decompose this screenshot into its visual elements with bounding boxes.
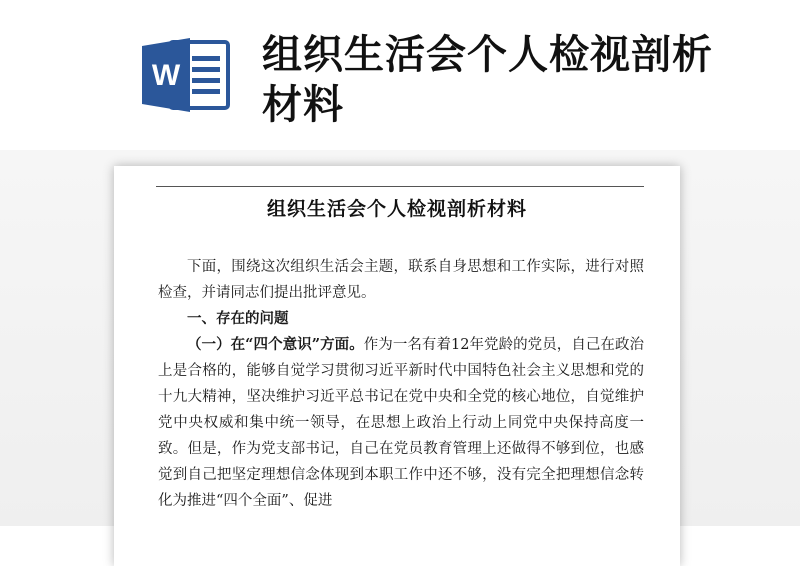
header: [0, 0, 800, 150]
header-rule: [156, 186, 644, 187]
item-text: 作为一名有着12年党龄的党员，自己在政治上是合格的，能够自觉学习贯彻习近平新时代中国特色社会主义思想和党的十九大精神，坚决维护习近平总书记在党中央和全党的核心地位，自觉维护党中央权威和集中统一领导，在思想上政治上行动上同党中央保持高度一致。但是，作为党支部书记，自己在党员教育管理上还做得不够到位，也感觉到自己把坚定理想信念体现到本职工作中还不够，没有完全把理想信念转化为推进“四个全面”、促进: [158, 337, 644, 509]
document-body: [158, 254, 644, 514]
word-document-icon: [140, 36, 232, 114]
item-lead: （一）在“四个意识”方面。: [187, 336, 364, 353]
page-title: 组织生活会个人检视剖析材料: [262, 32, 713, 128]
item-paragraph: [158, 332, 644, 514]
document-page: [114, 166, 680, 566]
word-icon-letter: W: [151, 59, 181, 92]
intro-paragraph: 下面，围绕这次组织生活会主题，联系自身思想和工作实际，进行对照检查，并请同志们提出批评意见。: [158, 259, 644, 301]
document-title: 组织生活会个人检视剖析材料: [266, 198, 527, 220]
section-heading: 一、存在的问题: [187, 310, 289, 327]
